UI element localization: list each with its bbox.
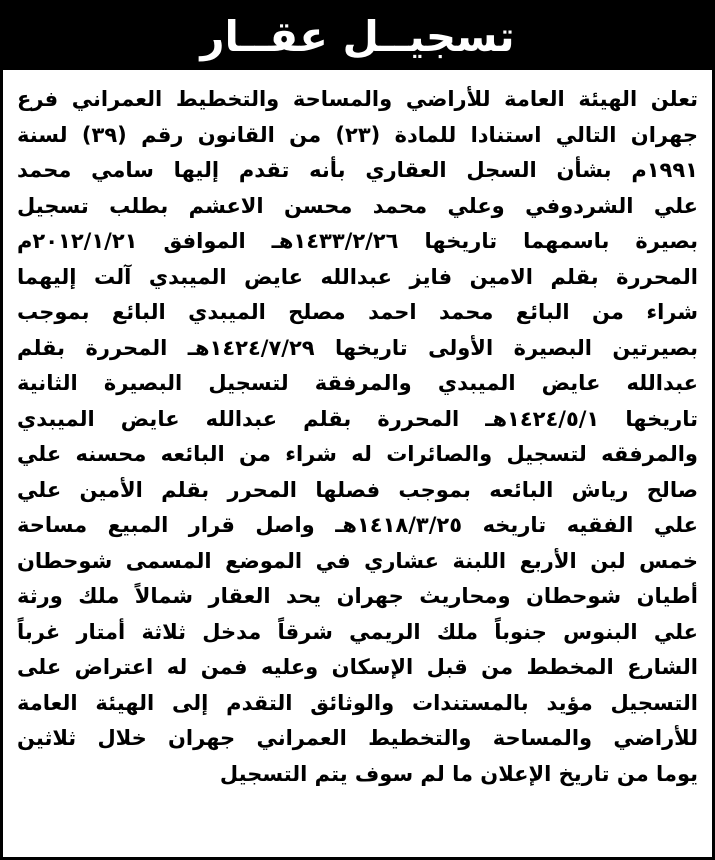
notice-line: تعلن الهيئة العامة للأراضي والمساحة والتخطيط العمراني فرع <box>17 87 698 111</box>
notice-body <box>17 82 698 792</box>
notice-line: بصيرتين البصيرة الأولى تاريخها ١٤٢٤/٧/٢٩هـ المحررة بقلم <box>17 335 698 360</box>
notice-line: ١٩٩١م بشأن السجل العقاري بأنه تقدم إليها سامي محمد <box>17 158 698 182</box>
notice-line: الشارع المخطط من قبل الإسكان وعليه فمن له اعتراض على <box>17 655 698 679</box>
notice-line: شراء من البائع محمد احمد مصلح الميبدي البائع بموجب <box>17 300 698 324</box>
notice-line: التسجيل مؤيد بالمستندات والوثائق التقدم إلى الهيئة العامة <box>17 690 698 715</box>
notice-line: علي الشردوفي وعلي محمد محسن الاعشم بطلب تسجيل <box>17 193 698 218</box>
notice-line: تاريخها ١٤٢٤/٥/١هـ المحررة بقلم عبدالله عايض الميبدي <box>17 406 698 431</box>
notice-line: المحررة بقلم الامين فايز عبدالله عايض الميبدي آلت إليهما <box>17 264 698 289</box>
notice-line: خمس لبن الأربع اللبنة عشاري في الموضع المسمى شوحطان <box>17 548 698 573</box>
notice-line: يوما من تاريخ الإعلان ما لم سوف يتم التسجيل <box>219 761 698 786</box>
notice-line: صالح رياش البائعه بموجب فصلها المحرر بقلم الأمين علي <box>17 477 698 502</box>
notice-line: أطيان شوحطان ومحاريث جهران يحد العقار شمالاً ملك ورثة <box>17 584 698 608</box>
notice-line: بصيرة باسمهما تاريخها ١٤٣٣/٢/٢٦هـ الموافق ٢٠١٢/١/٢١م <box>17 229 698 253</box>
notice-line: للأراضي والمساحة والتخطيط العمراني جهران خلال ثلاثين <box>17 726 698 750</box>
notice-line: والمرفقه لتسجيل والصائرات له شراء من البائعه محسنه علي <box>17 442 698 466</box>
notice-line: عبدالله عايض الميبدي والمرفقة لتسجيل البصيرة الثانية <box>17 371 698 395</box>
notice-line: علي الفقيه تاريخه ١٤١٨/٣/٢٥هـ واصل قرار المبيع مساحة <box>17 513 698 537</box>
notice-line: علي البنوس جنوباً ملك الريمي شرقاً مدخل ثلاثة أمتار غرباً <box>17 619 698 644</box>
notice-line: جهران التالي استنادا للمادة (٢٣) من القانون رقم (٣٩) لسنة <box>17 122 698 147</box>
notice-header <box>3 3 712 70</box>
notice-title: تسجيــل عقــار <box>200 11 515 61</box>
